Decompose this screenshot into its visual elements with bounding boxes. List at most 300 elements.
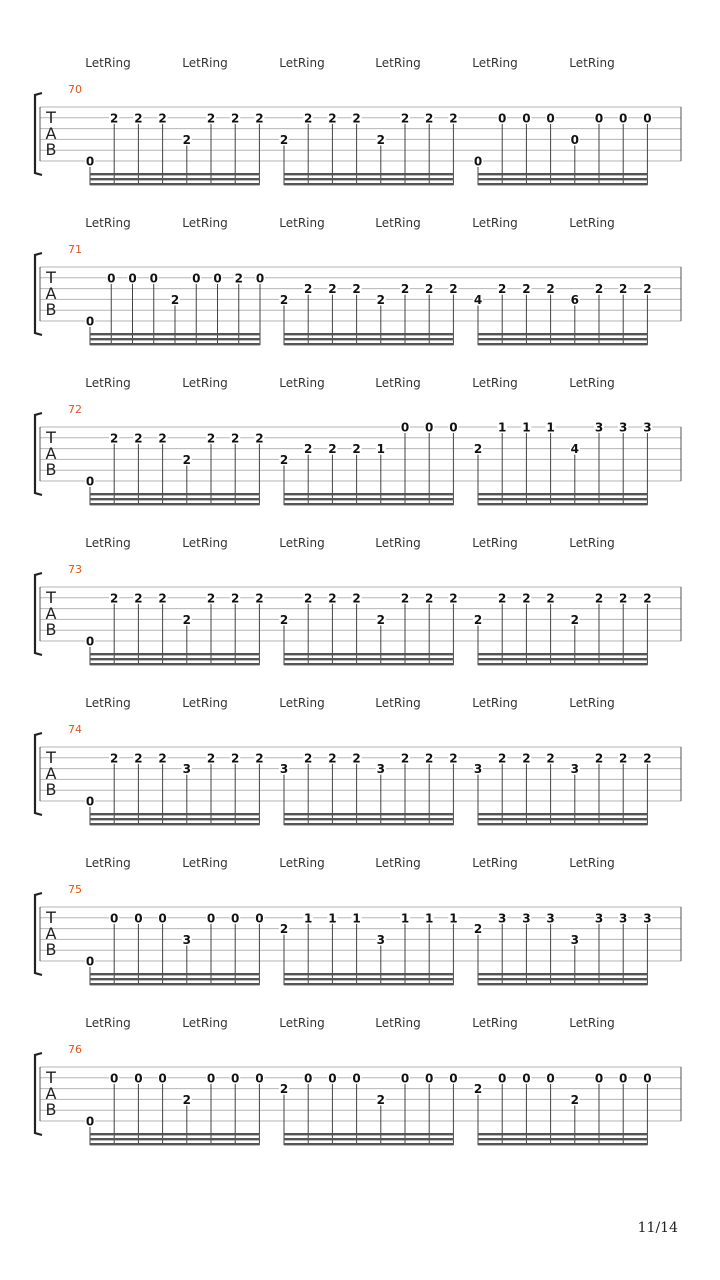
fret-number: 0 bbox=[449, 420, 458, 435]
let-ring-label: LetRing bbox=[375, 696, 421, 710]
fret-number: 0 bbox=[192, 271, 201, 286]
fret-number: 2 bbox=[400, 111, 410, 126]
fret-number: 3 bbox=[498, 911, 507, 926]
beam bbox=[478, 823, 647, 825]
fret-number: 0 bbox=[85, 314, 95, 329]
tab-clef-letter: T bbox=[46, 588, 56, 607]
fret-number: 2 bbox=[546, 591, 555, 606]
fret-number: 1 bbox=[522, 420, 531, 435]
fret-number: 2 bbox=[643, 282, 652, 297]
fret-number: 0 bbox=[158, 911, 167, 926]
let-ring-label: LetRing bbox=[85, 216, 131, 230]
beam bbox=[478, 178, 647, 180]
fret-number: 3 bbox=[570, 762, 579, 777]
fret-number: 0 bbox=[473, 154, 483, 169]
fret-number: 2 bbox=[304, 282, 313, 297]
fret-number: 2 bbox=[449, 751, 458, 766]
fret-number: 0 bbox=[110, 911, 119, 926]
fret-number: 2 bbox=[328, 442, 337, 457]
let-ring-label: LetRing bbox=[85, 696, 131, 710]
fret-number: 2 bbox=[234, 271, 243, 286]
beam bbox=[284, 978, 453, 980]
tab-clef-letter: T bbox=[46, 908, 56, 927]
let-ring-label: LetRing bbox=[472, 56, 518, 70]
fret-number: 2 bbox=[619, 751, 628, 766]
fret-number: 0 bbox=[328, 1071, 337, 1086]
fret-number: 2 bbox=[110, 111, 119, 126]
fret-number: 2 bbox=[182, 1092, 191, 1107]
fret-number: 0 bbox=[570, 132, 579, 147]
fret-number: 2 bbox=[231, 431, 240, 446]
beam bbox=[284, 338, 453, 340]
fret-number: 2 bbox=[352, 282, 361, 297]
beam bbox=[478, 663, 647, 665]
fret-number: 1 bbox=[352, 911, 361, 926]
beam bbox=[478, 1138, 647, 1140]
fret-number: 2 bbox=[110, 431, 119, 446]
fret-number: 2 bbox=[231, 111, 240, 126]
tab-clef-letter: T bbox=[46, 428, 56, 447]
fret-number: 2 bbox=[110, 591, 119, 606]
fret-number: 0 bbox=[304, 1071, 313, 1086]
let-ring-label: LetRing bbox=[569, 56, 615, 70]
tab-clef-letter: B bbox=[45, 1100, 57, 1119]
fret-number: 0 bbox=[85, 794, 95, 809]
fret-number: 0 bbox=[400, 420, 410, 435]
fret-number: 4 bbox=[473, 292, 483, 307]
fret-number: 1 bbox=[304, 911, 313, 926]
fret-number: 2 bbox=[328, 111, 337, 126]
measure-number: 70 bbox=[68, 83, 82, 96]
fret-number: 2 bbox=[182, 612, 191, 627]
fret-number: 2 bbox=[594, 751, 604, 766]
fret-number: 3 bbox=[594, 420, 604, 435]
system-bracket bbox=[35, 733, 42, 815]
fret-number: 2 bbox=[594, 591, 604, 606]
tab-clef-letter: B bbox=[45, 300, 57, 319]
fret-number: 2 bbox=[255, 111, 264, 126]
let-ring-label: LetRing bbox=[182, 536, 228, 550]
fret-number: 2 bbox=[352, 751, 361, 766]
fret-number: 3 bbox=[643, 911, 652, 926]
beam bbox=[90, 503, 259, 505]
fret-number: 0 bbox=[498, 1071, 507, 1086]
let-ring-label: LetRing bbox=[182, 696, 228, 710]
fret-number: 3 bbox=[182, 762, 191, 777]
fret-number: 2 bbox=[425, 282, 434, 297]
fret-number: 6 bbox=[570, 292, 579, 307]
fret-number: 2 bbox=[473, 922, 483, 937]
fret-number: 2 bbox=[473, 1082, 483, 1097]
fret-number: 1 bbox=[376, 442, 385, 457]
tab-clef-letter: B bbox=[45, 940, 57, 959]
measure-number: 73 bbox=[68, 563, 82, 576]
fret-number: 2 bbox=[279, 292, 289, 307]
beam bbox=[90, 493, 259, 495]
fret-number: 0 bbox=[231, 911, 240, 926]
fret-number: 0 bbox=[85, 474, 95, 489]
let-ring-label: LetRing bbox=[375, 376, 421, 390]
fret-number: 2 bbox=[206, 431, 216, 446]
beam bbox=[284, 343, 453, 345]
fret-number: 0 bbox=[107, 271, 116, 286]
tab-clef-letter: T bbox=[46, 748, 56, 767]
beam bbox=[478, 1133, 647, 1135]
fret-number: 0 bbox=[85, 1114, 95, 1129]
beam bbox=[284, 813, 453, 815]
let-ring-label: LetRing bbox=[182, 1016, 228, 1030]
let-ring-label: LetRing bbox=[569, 696, 615, 710]
let-ring-label: LetRing bbox=[279, 536, 325, 550]
let-ring-label: LetRing bbox=[85, 856, 131, 870]
let-ring-label: LetRing bbox=[569, 216, 615, 230]
fret-number: 2 bbox=[158, 111, 167, 126]
beam bbox=[90, 823, 259, 825]
let-ring-label: LetRing bbox=[279, 376, 325, 390]
beam bbox=[284, 818, 453, 820]
beam bbox=[284, 663, 453, 665]
fret-number: 0 bbox=[498, 111, 507, 126]
fret-number: 2 bbox=[304, 442, 313, 457]
fret-number: 2 bbox=[279, 452, 289, 467]
beam bbox=[478, 813, 647, 815]
fret-number: 0 bbox=[594, 111, 604, 126]
fret-number: 0 bbox=[594, 1071, 604, 1086]
fret-number: 0 bbox=[400, 1071, 410, 1086]
fret-number: 0 bbox=[522, 111, 531, 126]
beam bbox=[90, 818, 259, 820]
fret-number: 2 bbox=[643, 751, 652, 766]
fret-number: 2 bbox=[279, 132, 289, 147]
let-ring-label: LetRing bbox=[279, 696, 325, 710]
fret-number: 2 bbox=[279, 612, 289, 627]
let-ring-label: LetRing bbox=[569, 376, 615, 390]
tab-clef-letter: B bbox=[45, 780, 57, 799]
beam bbox=[90, 498, 259, 500]
beam bbox=[90, 1138, 259, 1140]
beam bbox=[478, 183, 647, 185]
tab-clef-letter: A bbox=[45, 764, 57, 783]
let-ring-label: LetRing bbox=[375, 856, 421, 870]
beam bbox=[478, 338, 647, 340]
let-ring-label: LetRing bbox=[472, 696, 518, 710]
fret-number: 3 bbox=[376, 762, 385, 777]
fret-number: 2 bbox=[158, 751, 167, 766]
beam bbox=[478, 653, 647, 655]
fret-number: 0 bbox=[449, 1071, 458, 1086]
measure-number: 75 bbox=[68, 883, 82, 896]
beam bbox=[90, 343, 260, 345]
fret-number: 2 bbox=[473, 612, 483, 627]
measure-number: 71 bbox=[68, 243, 82, 256]
fret-number: 0 bbox=[85, 154, 95, 169]
fret-number: 2 bbox=[522, 751, 531, 766]
measure-number: 76 bbox=[68, 1043, 82, 1056]
fret-number: 0 bbox=[206, 1071, 216, 1086]
let-ring-label: LetRing bbox=[569, 856, 615, 870]
tab-clef-letter: B bbox=[45, 460, 57, 479]
fret-number: 2 bbox=[498, 282, 507, 297]
fret-number: 2 bbox=[328, 751, 337, 766]
fret-number: 2 bbox=[255, 431, 264, 446]
fret-number: 2 bbox=[328, 591, 337, 606]
tab-clef-letter: A bbox=[45, 444, 57, 463]
beam bbox=[478, 173, 647, 175]
let-ring-label: LetRing bbox=[472, 376, 518, 390]
fret-number: 2 bbox=[570, 1092, 579, 1107]
tab-clef-letter: T bbox=[46, 268, 56, 287]
fret-number: 2 bbox=[110, 751, 119, 766]
tab-clef-letter: A bbox=[45, 124, 57, 143]
fret-number: 2 bbox=[522, 591, 531, 606]
tab-clef-letter: B bbox=[45, 620, 57, 639]
fret-number: 2 bbox=[619, 282, 628, 297]
fret-number: 2 bbox=[425, 111, 434, 126]
beam bbox=[90, 333, 260, 335]
tab-clef-letter: A bbox=[45, 1084, 57, 1103]
fret-number: 0 bbox=[128, 271, 137, 286]
fret-number: 2 bbox=[400, 751, 410, 766]
tab-clef-letter: A bbox=[45, 604, 57, 623]
let-ring-label: LetRing bbox=[569, 536, 615, 550]
page-number: 11/14 bbox=[637, 1220, 678, 1236]
fret-number: 0 bbox=[158, 1071, 167, 1086]
fret-number: 2 bbox=[206, 111, 216, 126]
fret-number: 0 bbox=[110, 1071, 119, 1086]
system-bracket bbox=[35, 93, 42, 175]
tab-clef-letter: T bbox=[46, 1068, 56, 1087]
let-ring-label: LetRing bbox=[375, 216, 421, 230]
fret-number: 1 bbox=[449, 911, 458, 926]
fret-number: 2 bbox=[376, 1092, 385, 1107]
fret-number: 0 bbox=[255, 911, 264, 926]
fret-number: 0 bbox=[149, 271, 158, 286]
fret-number: 0 bbox=[206, 911, 216, 926]
fret-number: 2 bbox=[279, 1082, 289, 1097]
measure-number: 72 bbox=[68, 403, 82, 416]
fret-number: 1 bbox=[546, 420, 555, 435]
fret-number: 0 bbox=[643, 111, 652, 126]
fret-number: 0 bbox=[425, 420, 434, 435]
fret-number: 3 bbox=[643, 420, 652, 435]
fret-number: 2 bbox=[425, 591, 434, 606]
beam bbox=[478, 503, 647, 505]
fret-number: 3 bbox=[522, 911, 531, 926]
fret-number: 2 bbox=[376, 612, 385, 627]
fret-number: 4 bbox=[570, 442, 579, 457]
let-ring-label: LetRing bbox=[375, 1016, 421, 1030]
fret-number: 0 bbox=[425, 1071, 434, 1086]
let-ring-label: LetRing bbox=[279, 856, 325, 870]
fret-number: 2 bbox=[134, 751, 143, 766]
measure-number: 74 bbox=[68, 723, 82, 736]
beam bbox=[90, 338, 260, 340]
beam bbox=[90, 663, 259, 665]
fret-number: 2 bbox=[425, 751, 434, 766]
beam bbox=[478, 333, 647, 335]
fret-number: 2 bbox=[643, 591, 652, 606]
fret-number: 0 bbox=[134, 911, 143, 926]
fret-number: 2 bbox=[498, 751, 507, 766]
fret-number: 2 bbox=[522, 282, 531, 297]
beam bbox=[90, 1143, 259, 1145]
beam bbox=[90, 983, 259, 985]
beam bbox=[284, 973, 453, 975]
beam bbox=[284, 983, 453, 985]
beam bbox=[90, 658, 259, 660]
fret-number: 0 bbox=[352, 1071, 361, 1086]
beam bbox=[90, 183, 259, 185]
fret-number: 1 bbox=[328, 911, 337, 926]
beam bbox=[284, 333, 453, 335]
fret-number: 0 bbox=[85, 634, 95, 649]
system-bracket bbox=[35, 573, 42, 655]
fret-number: 3 bbox=[279, 762, 289, 777]
fret-number: 2 bbox=[206, 591, 216, 606]
beam bbox=[478, 818, 647, 820]
fret-number: 2 bbox=[255, 751, 264, 766]
fret-number: 2 bbox=[400, 591, 410, 606]
beam bbox=[90, 978, 259, 980]
tab-clef-letter: A bbox=[45, 284, 57, 303]
beam bbox=[284, 503, 453, 505]
fret-number: 2 bbox=[570, 612, 579, 627]
beam bbox=[284, 1133, 453, 1135]
fret-number: 0 bbox=[85, 954, 95, 969]
fret-number: 2 bbox=[231, 751, 240, 766]
beam bbox=[478, 973, 647, 975]
fret-number: 2 bbox=[182, 452, 191, 467]
fret-number: 2 bbox=[158, 591, 167, 606]
beam bbox=[478, 983, 647, 985]
fret-number: 3 bbox=[473, 762, 483, 777]
fret-number: 2 bbox=[352, 591, 361, 606]
fret-number: 2 bbox=[449, 591, 458, 606]
fret-number: 2 bbox=[304, 751, 313, 766]
fret-number: 2 bbox=[449, 111, 458, 126]
fret-number: 0 bbox=[134, 1071, 143, 1086]
fret-number: 2 bbox=[158, 431, 167, 446]
tab-clef-letter: A bbox=[45, 924, 57, 943]
beam bbox=[478, 498, 647, 500]
let-ring-label: LetRing bbox=[375, 56, 421, 70]
fret-number: 2 bbox=[134, 111, 143, 126]
beam bbox=[90, 1133, 259, 1135]
beam bbox=[284, 658, 453, 660]
fret-number: 1 bbox=[400, 911, 410, 926]
beam bbox=[478, 658, 647, 660]
beam bbox=[478, 343, 647, 345]
fret-number: 2 bbox=[376, 292, 385, 307]
let-ring-label: LetRing bbox=[375, 536, 421, 550]
fret-number: 3 bbox=[619, 911, 628, 926]
beam bbox=[478, 1143, 647, 1145]
fret-number: 2 bbox=[449, 282, 458, 297]
let-ring-label: LetRing bbox=[472, 856, 518, 870]
beam bbox=[90, 653, 259, 655]
fret-number: 0 bbox=[255, 1071, 264, 1086]
fret-number: 2 bbox=[546, 282, 555, 297]
fret-number: 1 bbox=[498, 420, 507, 435]
fret-number: 2 bbox=[498, 591, 507, 606]
fret-number: 3 bbox=[570, 932, 579, 947]
fret-number: 0 bbox=[546, 1071, 555, 1086]
fret-number: 3 bbox=[182, 932, 191, 947]
fret-number: 2 bbox=[473, 442, 483, 457]
fret-number: 0 bbox=[213, 271, 222, 286]
fret-number: 2 bbox=[400, 282, 410, 297]
fret-number: 3 bbox=[376, 932, 385, 947]
fret-number: 2 bbox=[206, 751, 216, 766]
beam bbox=[90, 178, 259, 180]
fret-number: 2 bbox=[279, 922, 289, 937]
system-bracket bbox=[35, 893, 42, 975]
fret-number: 0 bbox=[231, 1071, 240, 1086]
beam bbox=[284, 1143, 453, 1145]
let-ring-label: LetRing bbox=[85, 1016, 131, 1030]
beam bbox=[284, 178, 453, 180]
beam bbox=[284, 653, 453, 655]
beam bbox=[284, 498, 453, 500]
fret-number: 3 bbox=[594, 911, 604, 926]
let-ring-label: LetRing bbox=[182, 376, 228, 390]
let-ring-label: LetRing bbox=[85, 536, 131, 550]
fret-number: 0 bbox=[643, 1071, 652, 1086]
fret-number: 2 bbox=[376, 132, 385, 147]
fret-number: 0 bbox=[546, 111, 555, 126]
fret-number: 1 bbox=[425, 911, 434, 926]
system-bracket bbox=[35, 253, 42, 335]
let-ring-label: LetRing bbox=[569, 1016, 615, 1030]
fret-number: 2 bbox=[255, 591, 264, 606]
let-ring-label: LetRing bbox=[182, 56, 228, 70]
fret-number: 2 bbox=[170, 292, 180, 307]
let-ring-label: LetRing bbox=[472, 1016, 518, 1030]
fret-number: 3 bbox=[619, 420, 628, 435]
let-ring-label: LetRing bbox=[279, 1016, 325, 1030]
fret-number: 2 bbox=[594, 282, 604, 297]
beam bbox=[284, 493, 453, 495]
let-ring-label: LetRing bbox=[182, 216, 228, 230]
fret-number: 0 bbox=[255, 271, 265, 286]
fret-number: 2 bbox=[328, 282, 337, 297]
fret-number: 2 bbox=[546, 751, 555, 766]
fret-number: 0 bbox=[619, 111, 628, 126]
fret-number: 2 bbox=[352, 442, 361, 457]
beam bbox=[90, 173, 259, 175]
let-ring-label: LetRing bbox=[472, 216, 518, 230]
beam bbox=[478, 978, 647, 980]
fret-number: 2 bbox=[134, 591, 143, 606]
system-bracket bbox=[35, 1053, 42, 1135]
fret-number: 2 bbox=[304, 111, 313, 126]
fret-number: 0 bbox=[522, 1071, 531, 1086]
let-ring-label: LetRing bbox=[182, 856, 228, 870]
fret-number: 3 bbox=[546, 911, 555, 926]
let-ring-label: LetRing bbox=[279, 216, 325, 230]
system-bracket bbox=[35, 413, 42, 495]
let-ring-label: LetRing bbox=[85, 376, 131, 390]
fret-number: 2 bbox=[619, 591, 628, 606]
beam bbox=[90, 813, 259, 815]
fret-number: 2 bbox=[352, 111, 361, 126]
tab-clef-letter: T bbox=[46, 108, 56, 127]
beam bbox=[284, 1138, 453, 1140]
fret-number: 0 bbox=[619, 1071, 628, 1086]
fret-number: 2 bbox=[182, 132, 191, 147]
beam bbox=[284, 173, 453, 175]
let-ring-label: LetRing bbox=[85, 56, 131, 70]
